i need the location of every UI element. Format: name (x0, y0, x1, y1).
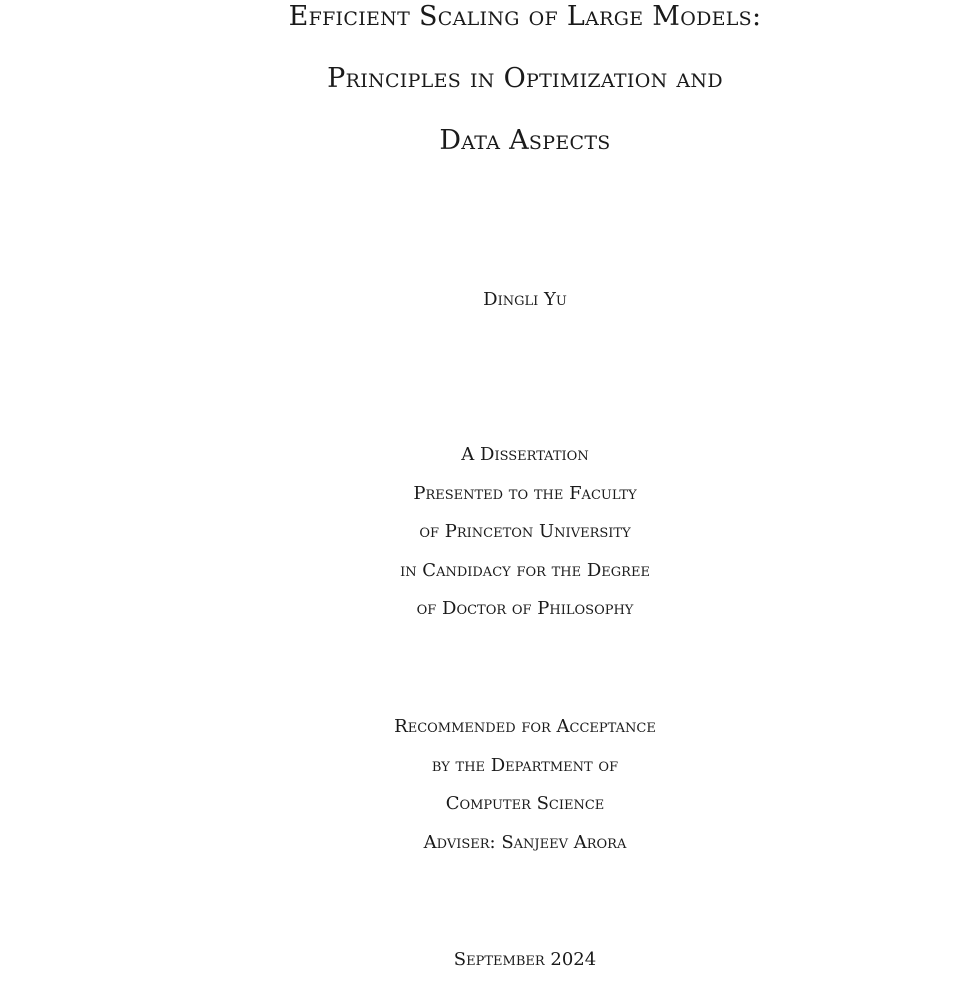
author-name: Dingli Yu (483, 289, 567, 310)
submission-date: September 2024 (453, 949, 597, 970)
dissertation-line: A Dissertation (461, 444, 589, 465)
recommendation-line: Recommended for Acceptance (394, 716, 656, 737)
recommendation-line: Computer Science (445, 793, 605, 814)
recommendation-lines (180, 715, 870, 869)
dissertation-line: in Candidacy for the Degree (400, 559, 650, 581)
title-line-3: Data Aspects (439, 125, 611, 156)
adviser-line: Adviser: Sanjeev Arora (423, 831, 627, 853)
title-line-2: Principles in Optimization and (327, 63, 723, 94)
document-title (180, 0, 870, 170)
title-line-1: Efficient Scaling of Large Models: (288, 1, 762, 32)
dissertation-line: Presented to the Faculty (413, 482, 637, 504)
dissertation-lines (180, 443, 870, 636)
recommendation-line: by the Department of (431, 754, 619, 776)
dissertation-line: of Doctor of Philosophy (416, 598, 634, 619)
dissertation-line: of Princeton University (419, 521, 631, 542)
